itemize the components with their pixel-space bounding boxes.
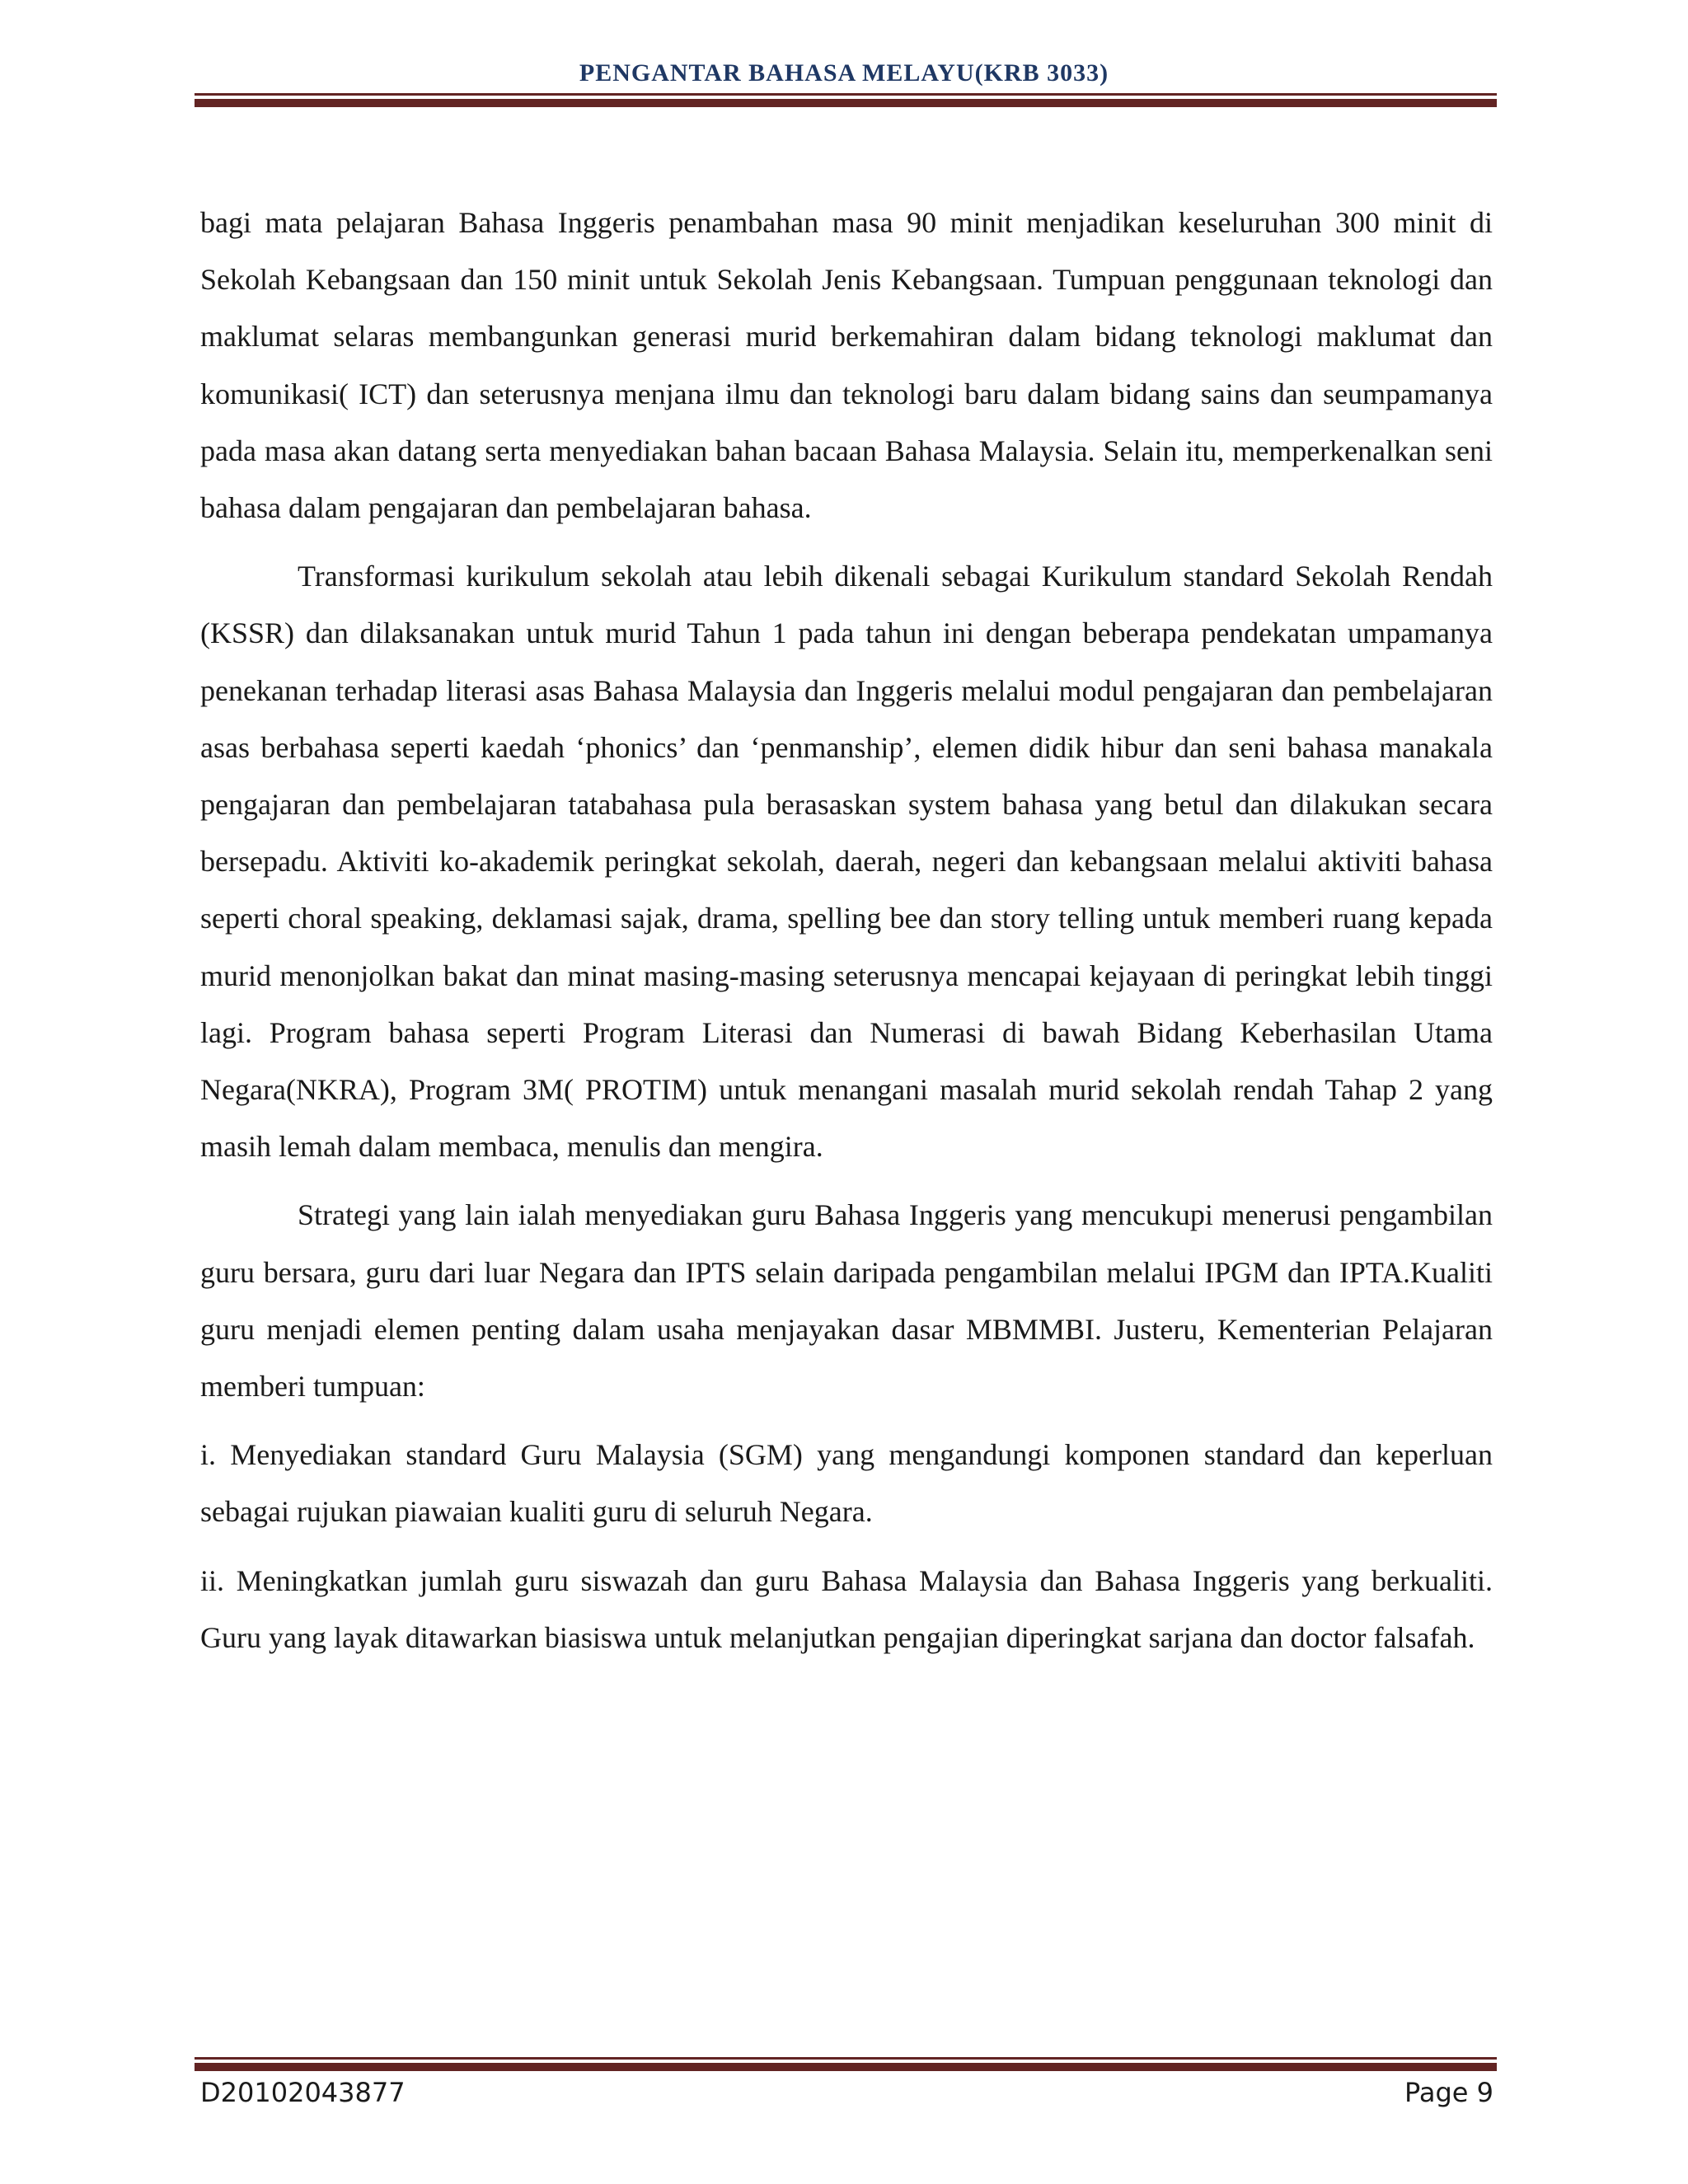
- paragraph-transformasi: Transformasi kurikulum sekolah atau lebih dikenali sebagai Kurikulum standard Sekolah Rendah (KSSR) dan dilaksanakan untuk murid Tahun 1 pada tahun ini dengan beberapa pendekatan umpamanya penekanan terhadap literasi asas Bahasa Malaysia dan Inggeris melalui modul pengajaran dan pembelajaran asas berbahasa seperti kaedah ‘phonics’ dan ‘penmanship’, elemen didik hibur dan seni bahasa manakala pengajaran dan pembelajaran tatabahasa pula berasaskan system bahasa yang betul dan dilakukan secara bersepadu. Aktiviti ko-akademik peringkat sekolah, daerah, negeri dan kebangsaan melalui aktiviti bahasa seperti choral speaking, deklamasi sajak, drama, spelling bee dan story telling untuk memberi ruang kepada murid menonjolkan bakat dan minat masing-masing seterusnya mencapai kejayaan di peringkat lebih tinggi lagi. Program bahasa seperti Program Literasi dan Numerasi di bawah Bidang Keberhasilan Utama Negara(NKRA), Program 3M( PROTIM) untuk menangani masalah murid sekolah rendah Tahap 2 yang masih lemah dalam membaca, menulis dan mengira.: [200, 560, 1493, 1164]
- header-rule: [195, 93, 1497, 107]
- footer-rule: [195, 2057, 1497, 2071]
- list-item-i: i. Menyediakan standard Guru Malaysia (SGM) yang mengandungi komponen standard dan keperluan sebagai rujukan piawaian kualiti guru di seluruh Negara.: [200, 1438, 1493, 1529]
- paragraph-strategi: Strategi yang lain ialah menyediakan guru Bahasa Inggeris yang mencukupi menerusi pengambilan guru bersara, guru dari luar Negara dan IPTS selain daripada pengambilan melalui IPGM dan IPTA.Kualiti guru menjadi elemen penting dalam usaha menjayakan dasar MBMMBI. Justeru, Kementerian Pelajaran memberi tumpuan:: [200, 1198, 1493, 1404]
- footer-page-number: Page 9: [1404, 2077, 1493, 2108]
- document-body: [200, 194, 1493, 1666]
- paragraph-continuation: bagi mata pelajaran Bahasa Inggeris penambahan masa 90 minit menjadikan keseluruhan 300 minit di Sekolah Kebangsaan dan 150 minit untuk Sekolah Jenis Kebangsaan. Tumpuan penggunaan teknologi dan maklumat selaras membangunkan generasi murid berkemahiran dalam bidang teknologi maklumat dan komunikasi( ICT) dan seterusnya menjana ilmu dan teknologi baru dalam bidang sains dan seumpamanya pada masa akan datang serta menyediakan bahan bacaan Bahasa Malaysia. Selain itu, memperkenalkan seni bahasa dalam pengajaran dan pembelajaran bahasa.: [200, 206, 1493, 525]
- footer-student-id: D20102043877: [200, 2077, 406, 2108]
- list-item-ii: ii. Meningkatkan jumlah guru siswazah dan guru Bahasa Malaysia dan Bahasa Inggeris yang berkualiti. Guru yang layak ditawarkan biasiswa untuk melanjutkan pengajian diperingkat sarjana dan doctor falsafah.: [200, 1563, 1493, 1654]
- page-header-title: PENGANTAR BAHASA MELAYU(KRB 3033): [579, 59, 1109, 87]
